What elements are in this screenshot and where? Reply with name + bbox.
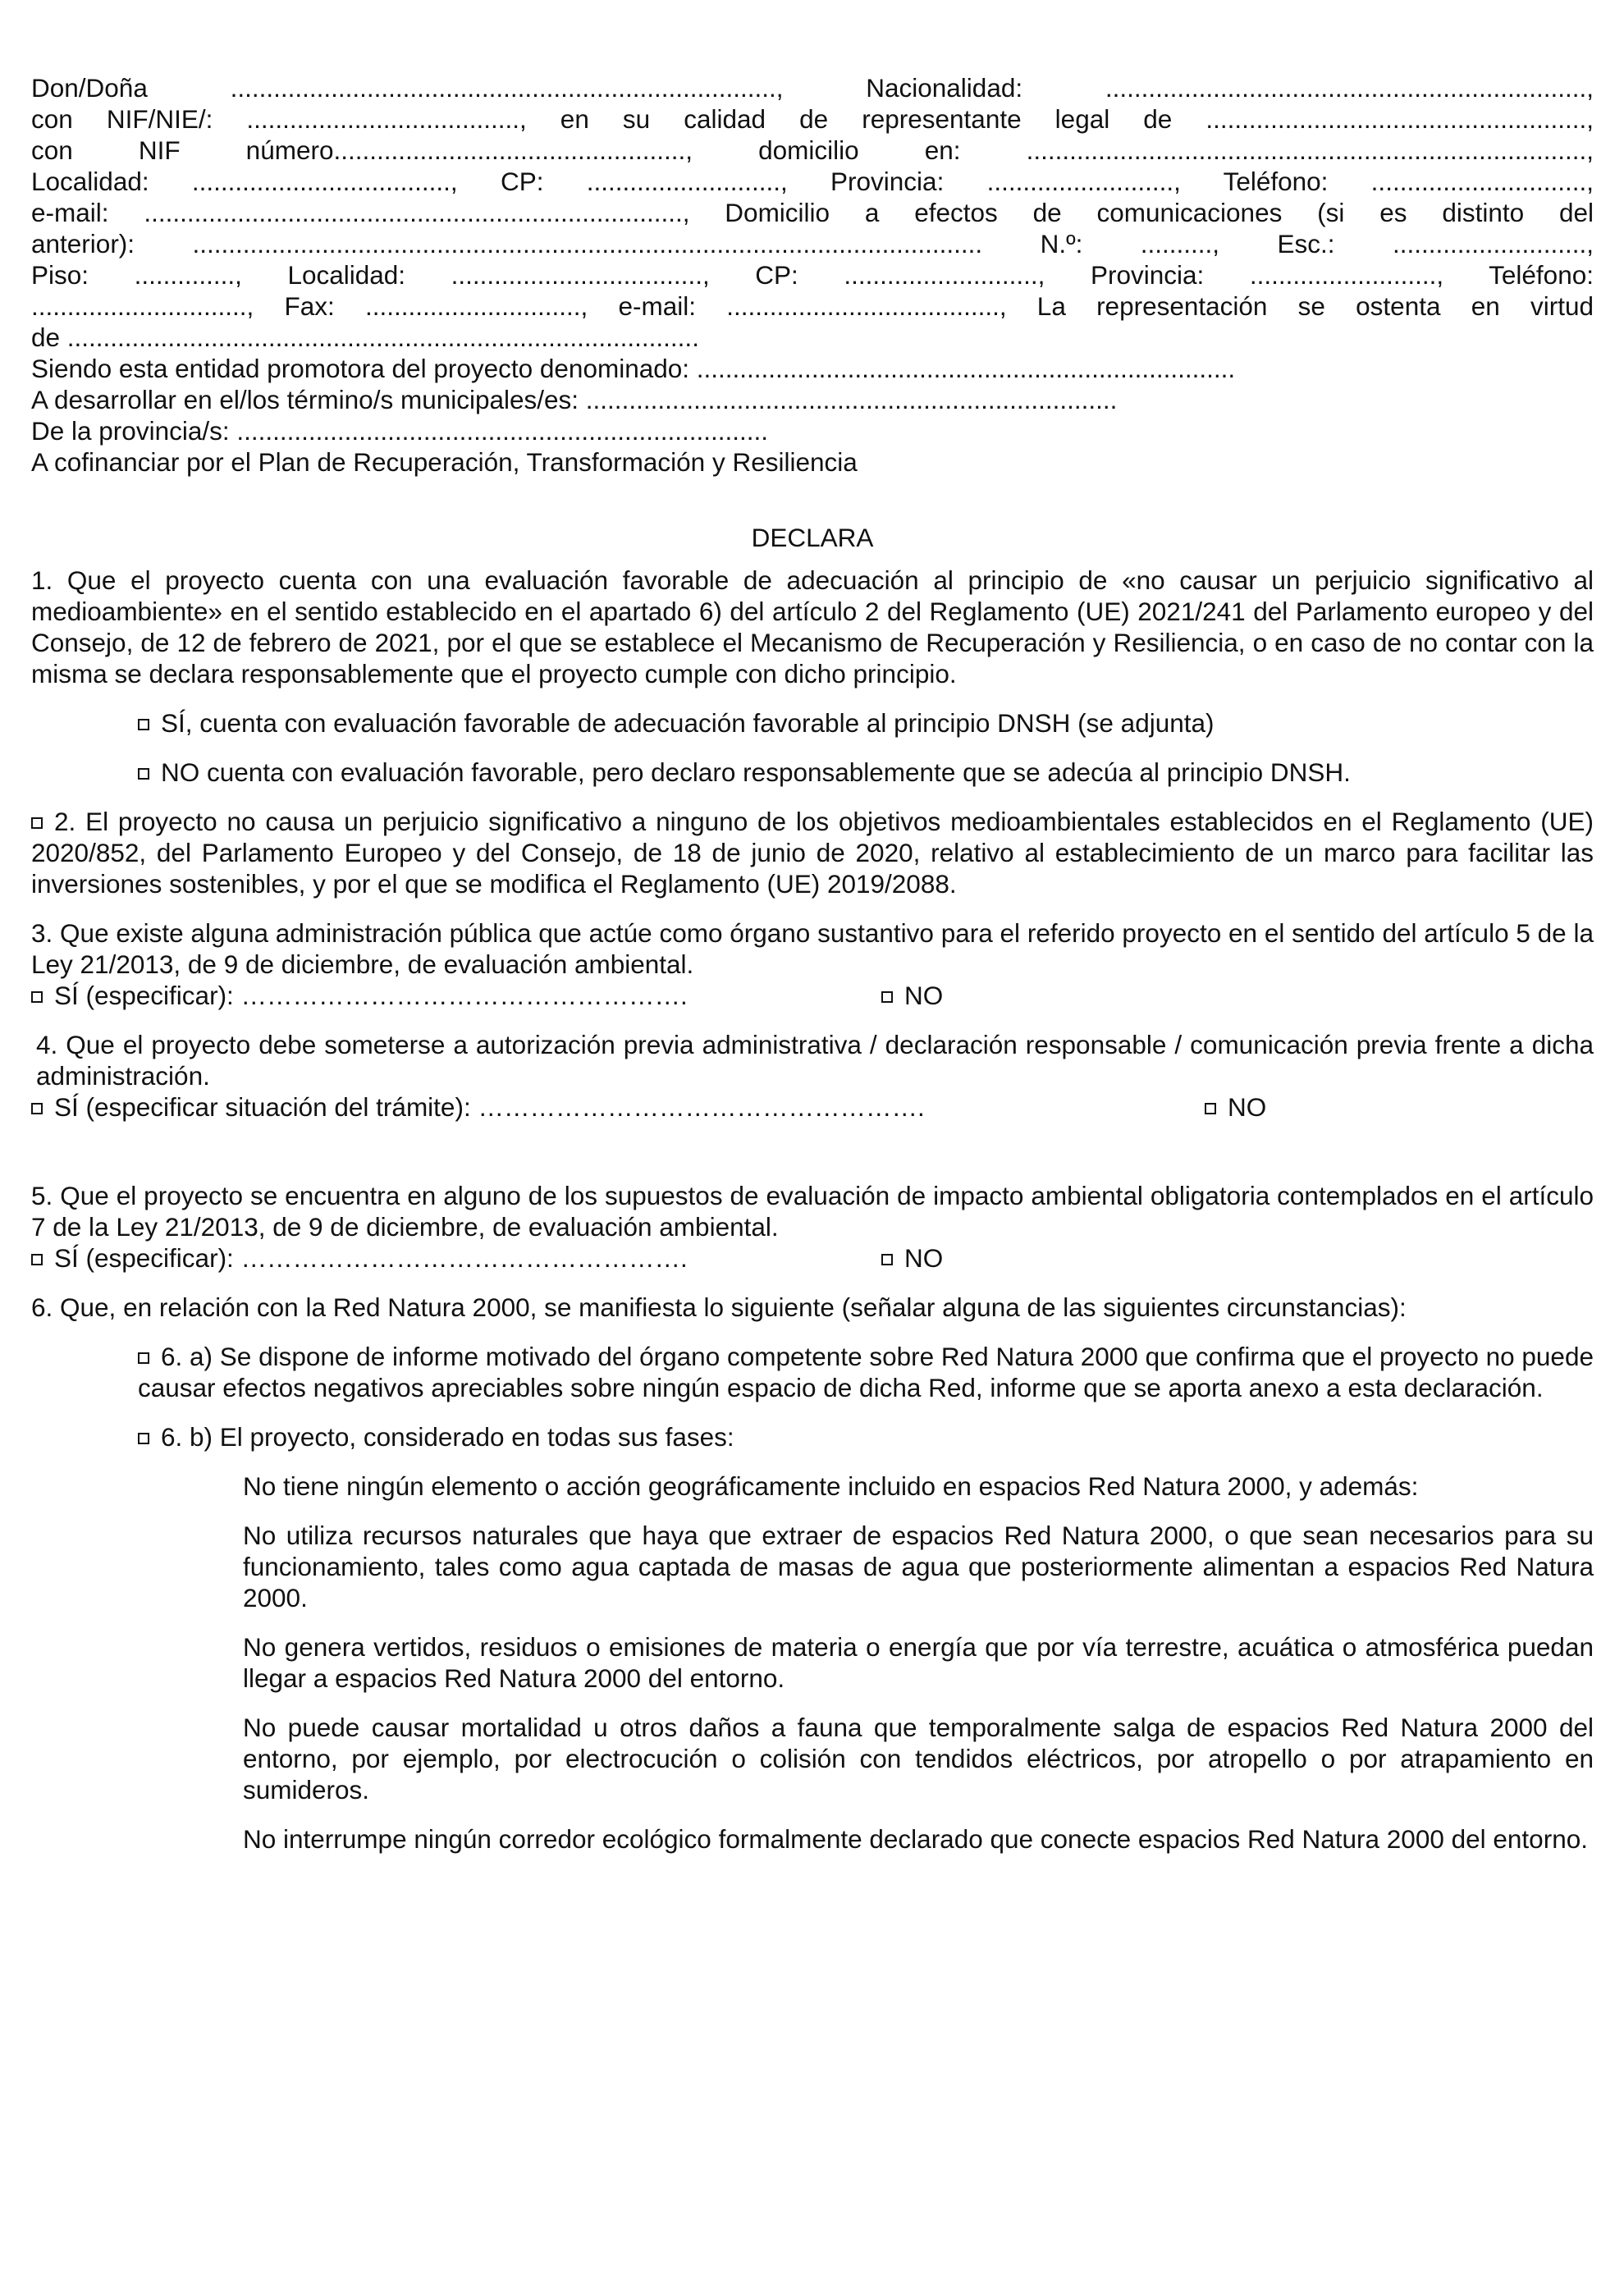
item-1-option-no-label: NO cuenta con evaluación favorable, pero declaro responsablemente que se adecúa al principio DNSH. (161, 757, 1351, 787)
item-2-label: 2. El proyecto no causa un perjuicio significativo a ninguno de los objetivos medioambientales establecidos en el Reglamento (UE) 2020/852, del Parlamento Europeo y del Consejo, de 18 de junio de 2020, relativo al establecimiento de un marco para facilitar las inversiones sostenibles, y por el que se modifica el Reglamento (UE) 2019/2088. (31, 807, 1594, 899)
item-4-text: 4. Que el proyecto debe someterse a autorización previa administrativa / declaración responsable / comunicación previa frente a dicha administración. (36, 1030, 1594, 1091)
item-1-option-si-label: SÍ, cuenta con evaluación favorable de adecuación favorable al principio DNSH (se adjunta) (161, 708, 1215, 738)
item-4-option-no-label: NO (1228, 1092, 1267, 1122)
item-1-option-no[interactable] (31, 757, 1594, 788)
item-1-text: 1. Que el proyecto cuenta con una evaluación favorable de adecuación al principio de «no causar un perjuicio significativo al medioambiente» en el sentido establecido en el apartado 6) del artículo 2 del Reglamento (UE) 2021/241 del Parlamento europeo y del Consejo, de 12 de febrero de 2021, por el que se establece el Mecanismo de Recuperación y Resiliencia, o en caso de no contar con la misma se declara responsablemente que el proyecto cumple con dicho principio. (31, 565, 1594, 688)
cofinancing-line: A cofinanciar por el Plan de Recuperación, Transformación y Resiliencia (31, 447, 858, 477)
header-line: Localidad: ...................................., CP: ..........................., Provincia: .........................., Teléfono: .............................., (31, 167, 1594, 196)
header-line: de ........................................................................................ (31, 322, 699, 352)
declaration-form (31, 72, 1594, 1855)
header-line: Piso: .............., Localidad: ..................................., CP: ..........................., Provincia: .........................., Teléfono: (31, 260, 1594, 290)
header-line: e-mail: ..........................................................................., Domicilio a efectos de comunicaciones (si es distinto del (31, 198, 1594, 227)
checkbox-icon[interactable] (1205, 1103, 1216, 1114)
header-line: con NIF número................................................., domicilio en: .............................................................................., (31, 135, 1594, 165)
item-6b-sub-item: No genera vertidos, residuos o emisiones de materia o energía que por vía terrestre, acuática o atmosférica puedan llegar a espacios Red Natura 2000 del entorno. (243, 1632, 1594, 1693)
header-line: con NIF/NIE/: ......................................, en su calidad de representante legal de ....................................................., (31, 104, 1594, 134)
item-6b-sub-item: No puede causar mortalidad u otros daños a fauna que temporalmente salga de espacios Red Natura 2000 del entorno, por ejemplo, por electrocución o colisión con tendidos eléctricos, por atropello o por atrapamiento en sumideros. (243, 1713, 1594, 1805)
checkbox-icon[interactable] (31, 817, 43, 829)
item-4-option-no[interactable] (1205, 1091, 1266, 1123)
municipality-line: A desarrollar en el/los término/s municipales/es: .......................................................................... (31, 385, 1118, 414)
item-3-options (31, 980, 1594, 1011)
item-3-option-si[interactable] (31, 980, 881, 1011)
item-6b-option[interactable] (31, 1421, 1594, 1452)
item-6a-option[interactable] (31, 1341, 1594, 1403)
item-5-options (31, 1242, 1594, 1274)
item-6-text: 6. Que, en relación con la Red Natura 2000, se manifiesta lo siguiente (señalar alguna de las siguientes circunstancias): (31, 1292, 1407, 1322)
item-5-option-si-label: SÍ (especificar): ……………………………………………. (54, 1243, 688, 1273)
checkbox-icon[interactable] (31, 1254, 43, 1265)
item-4-option-si-label: SÍ (especificar situación del trámite): ……………………………………………. (54, 1092, 925, 1122)
item-6b-sub-item: No interrumpe ningún corredor ecológico formalmente declarado que conecte espacios Red Natura 2000 del entorno. (243, 1824, 1588, 1854)
item-3-option-si-label: SÍ (especificar): ……………………………………………. (54, 981, 688, 1010)
item-5-option-no[interactable] (881, 1242, 943, 1274)
item-6b-sub-item: No utiliza recursos naturales que haya que extraer de espacios Red Natura 2000, o que sean necesarios para su funcionamiento, tales como agua captada de masas de agua que posteriormente alimentan a espacios Red Natura 2000. (243, 1521, 1594, 1612)
item-6b-sub-item: No tiene ningún elemento o acción geográficamente incluido en espacios Red Natura 2000, y además: (243, 1471, 1419, 1501)
checkbox-icon[interactable] (31, 991, 43, 1003)
header-line: .............................., Fax: .............................., e-mail: ......................................, La representación se ostenta en virtud (31, 291, 1594, 321)
checkbox-icon[interactable] (138, 719, 149, 730)
header-line: anterior): .............................................................................................................. N.º: .........., Esc.: ..........................., (31, 229, 1594, 258)
item-4-options (31, 1091, 1594, 1123)
representative-data-block (31, 72, 1594, 478)
item-3-option-no-label: NO (904, 981, 944, 1010)
item-5-option-no-label: NO (904, 1243, 944, 1273)
item-6b-label: 6. b) El proyecto, considerado en todas sus fases: (161, 1422, 734, 1452)
item-3-text: 3. Que existe alguna administración pública que actúe como órgano sustantivo para el referido proyecto en el sentido del artículo 5 de la Ley 21/2013, de 9 de diciembre, de evaluación ambiental. (31, 918, 1594, 979)
item-6a-label: 6. a) Se dispone de informe motivado del órgano competente sobre Red Natura 2000 que confirma que el proyecto no puede causar efectos negativos apreciables sobre ningún espacio de dicha Red, informe que se aporta anexo a esta declaración. (138, 1342, 1594, 1402)
item-2-text[interactable] (31, 806, 1594, 899)
checkbox-icon[interactable] (31, 1103, 43, 1114)
header-line: Don/Doña ............................................................................, Nacionalidad: ..................................................................., (31, 73, 1594, 103)
checkbox-icon[interactable] (138, 1433, 149, 1444)
checkbox-icon[interactable] (881, 1254, 893, 1265)
checkbox-icon[interactable] (138, 1352, 149, 1364)
item-1-option-si[interactable] (31, 707, 1594, 739)
declara-title: DECLARA (751, 523, 874, 552)
province-line: De la provincia/s: .......................................................................... (31, 416, 768, 446)
item-5-text: 5. Que el proyecto se encuentra en alguno de los supuestos de evaluación de impacto ambiental obligatoria contemplados en el artículo 7 de la Ley 21/2013, de 9 de diciembre, de evaluación ambiental. (31, 1181, 1594, 1242)
checkbox-icon[interactable] (138, 768, 149, 780)
item-5-option-si[interactable] (31, 1242, 881, 1274)
item-4-option-si[interactable] (31, 1091, 1205, 1123)
project-name-line: Siendo esta entidad promotora del proyecto denominado: ........................................................................... (31, 354, 1236, 383)
item-3-option-no[interactable] (881, 980, 943, 1011)
checkbox-icon[interactable] (881, 991, 893, 1003)
